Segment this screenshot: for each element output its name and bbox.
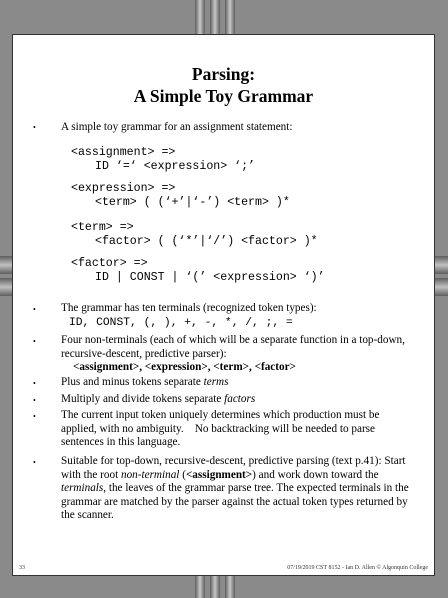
- grammar-rhs: ID ‘=‘ <expression> ‘;’: [95, 160, 256, 173]
- suitable-text: , the leaves of the grammar parse tree. The expected terminals in the grammar are matched by the parser against the actual token types returned by the scanner.: [61, 482, 409, 522]
- bullet-icon: •: [33, 412, 36, 421]
- suitable-em: non-terminal: [120, 468, 180, 481]
- suitable-item: [61, 455, 413, 523]
- plus-minus-text: Plus and minus tokens separate: [61, 376, 204, 388]
- suitable-em: terminals: [61, 482, 104, 495]
- title-line-1: Parsing:: [191, 64, 256, 84]
- grammar-rhs: <factor> ( (‘*’|‘/’) <factor> )*: [95, 235, 318, 248]
- bullet-icon: •: [33, 305, 36, 314]
- bullet-icon: •: [33, 337, 36, 346]
- plus-minus-item: [61, 376, 413, 390]
- grammar-lhs: <assignment> =>: [71, 146, 176, 159]
- suitable-text: (: [179, 468, 186, 481]
- slide-title: [13, 63, 434, 107]
- decor-stripe: [225, 0, 235, 34]
- grammar-lhs: <term> =>: [71, 221, 134, 234]
- bullet-icon: •: [33, 123, 36, 132]
- grammar-lhs: <expression> =>: [71, 182, 176, 195]
- slide-page: [12, 34, 435, 576]
- terminals-text: The grammar has ten terminals (recognized token types):: [61, 302, 317, 314]
- mult-div-em: factors: [224, 393, 256, 405]
- title-line-2: A Simple Toy Grammar: [133, 86, 314, 106]
- nonterminals-text: Four non-terminals (each of which will be a separate function in a top-down, recursive-descent, predictive parser):: [61, 334, 405, 360]
- decor-stripe: [210, 0, 220, 34]
- mult-div-item: [61, 393, 413, 407]
- plus-minus-em: terms: [203, 376, 229, 388]
- nonterminals-list: <assignment>, <expression>, <term>, <factor>: [73, 361, 296, 374]
- terminals-code: ID, CONST, (, ), +, -, *, /, ;, =: [69, 316, 293, 329]
- current-token-text: The current input token uniquely determines which production must be applied, with no ambiguity. No backtracking will be needed to parse sentences in this language.: [61, 409, 383, 449]
- bullet-icon: •: [33, 458, 36, 467]
- suitable-text: Suitable for top-down, recursive-descent, predictive parsing (text p.41): Start with the root: [61, 455, 406, 481]
- intro-text: A simple toy grammar for an assignment statement:: [61, 121, 293, 133]
- decor-stripe: [195, 0, 205, 34]
- nonterminals-item: [61, 334, 413, 375]
- suitable-bold: <assignment>: [185, 468, 253, 481]
- terminals-item: [61, 302, 413, 330]
- grammar-lhs: <factor> =>: [71, 257, 148, 270]
- grammar-rhs: <term> ( (‘+’|‘-’) <term> )*: [95, 196, 290, 209]
- bullet-icon: •: [33, 396, 36, 405]
- footer-credit: 07/19/2019 CST 8152 - Ian D. Allen © Algonquin College: [287, 565, 428, 571]
- mult-div-text: Multiply and divide tokens separate: [61, 393, 225, 405]
- grammar-rhs: ID | CONST | ‘(’ <expression> ‘)’: [95, 271, 325, 284]
- suitable-text: ) and work down toward the: [252, 468, 379, 481]
- page-number: 33: [19, 565, 25, 571]
- bullet-icon: •: [33, 379, 36, 388]
